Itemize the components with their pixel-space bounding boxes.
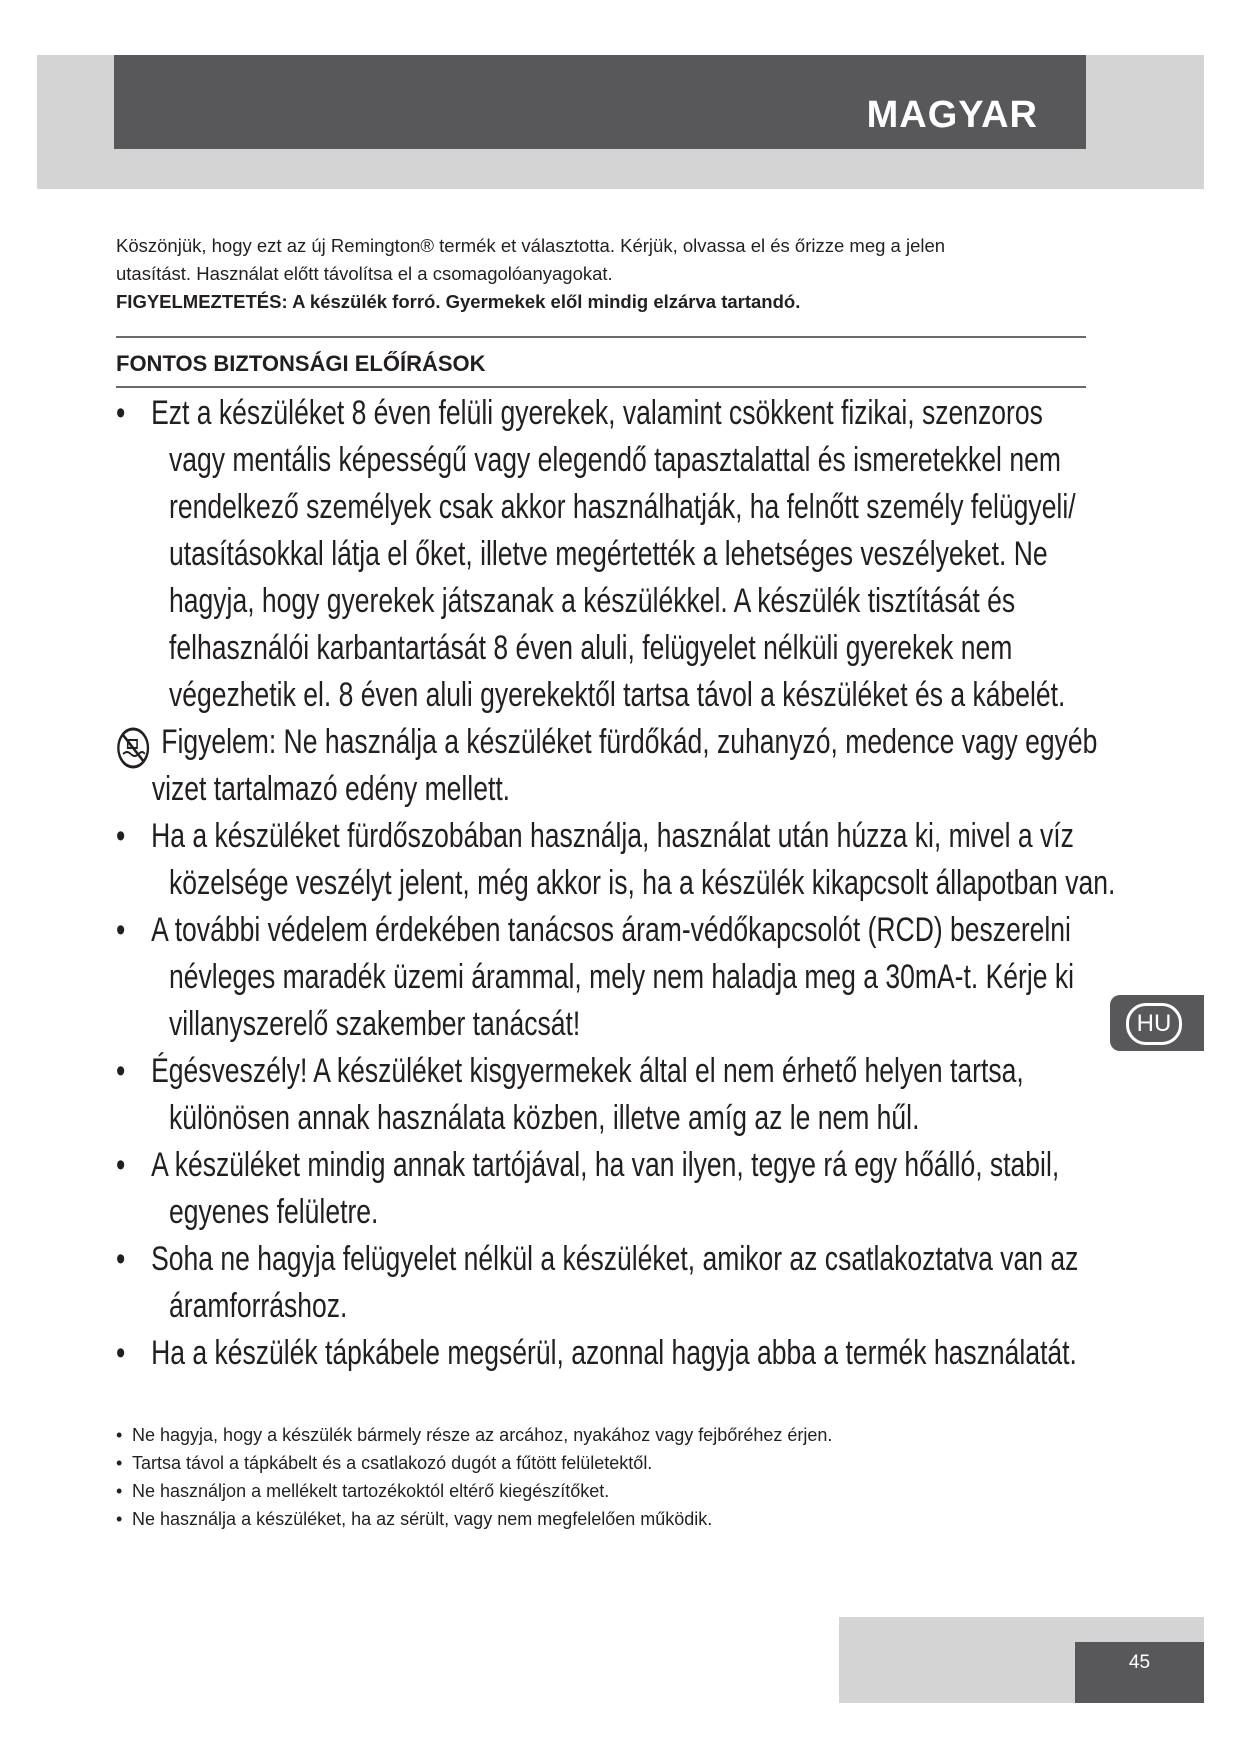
list-item bbox=[116, 813, 1122, 907]
bullet: • bbox=[116, 1052, 126, 1090]
list-item-text: Ne használjon a mellékelt tartozékoktól eltérő kiegészítőket. bbox=[132, 1481, 610, 1501]
bullet: • bbox=[116, 394, 126, 432]
list-item-first-line: A további védelem érdekében tanácsos áram-védőkapcsolót (RCD) beszerelni bbox=[151, 911, 1071, 949]
list-item bbox=[116, 1236, 1122, 1330]
bullet: • bbox=[116, 1509, 123, 1529]
list-item-continued: névleges maradék üzemi árammal, mely nem haladja meg a 30mA-t. Kérje ki villanyszerelő szakember tanácsát! bbox=[169, 958, 1075, 1043]
list-item-text: Ne használja a készüléket, ha az sérült, vagy nem megfelelően működik. bbox=[132, 1509, 713, 1529]
bullet: • bbox=[116, 1146, 126, 1184]
list-item-continued: vagy mentális képességű vagy elegendő tapasztalattal és ismeretekkel nem rendelkező személyek csak akkor használhatják, ha felnőtt személy felügyeli/ utasításokkal látja el őket, illetve megértették a lehetséges veszélyeket. Ne hagyja, hogy gyerekek játszanak a készülékkel. A készülék tisztítását és felhasználói karbantartását 8 éven aluli, felügyelet nélküli gyerekek nem végezhetik el. 8 éven aluli gyerekektől tartsa távol a készüléket és a kábelét. bbox=[169, 441, 1076, 714]
list-item-first-line: Égésveszély! A készüléket kisgyermekek által el nem érhető helyen tartsa, bbox=[151, 1052, 1024, 1090]
list-item-first-line: Ha a készüléket fürdőszobában használja, használat után húzza ki, mivel a víz bbox=[151, 817, 1074, 855]
no-water-icon bbox=[116, 726, 150, 770]
bottom-rule bbox=[116, 386, 1086, 388]
list-item-continued: áramforráshoz. bbox=[169, 1287, 348, 1325]
list-item-text: Tartsa távol a tápkábelt és a csatlakozó dugót a fűtött felületektől. bbox=[132, 1453, 653, 1473]
list-item-first-line: A készüléket mindig annak tartójával, ha van ilyen, tegye rá egy hőálló, stabil, bbox=[151, 1146, 1060, 1184]
intro bbox=[116, 232, 1076, 316]
list-item bbox=[116, 907, 1122, 1048]
water-warning bbox=[116, 719, 1122, 813]
list-item bbox=[116, 1330, 1122, 1377]
footer-bar bbox=[1075, 1642, 1204, 1703]
top-rule bbox=[116, 336, 1086, 338]
list-item-first-line: Ezt a készüléket 8 éven felüli gyerekek, valamint csökkent fizikai, szenzoros bbox=[151, 394, 1043, 432]
list-item bbox=[116, 1421, 1076, 1449]
language-tab bbox=[1110, 995, 1204, 1051]
list-item-continued: különösen annak használata közben, illetve amíg az le nem hűl. bbox=[169, 1099, 920, 1137]
bullet: • bbox=[116, 817, 126, 855]
list-item bbox=[116, 1477, 1076, 1505]
list-item-continued: közelsége veszélyt jelent, még akkor is, ha a készülék kikapcsolt állapotban van. bbox=[169, 864, 1116, 902]
list-item bbox=[116, 1048, 1122, 1142]
bullet: • bbox=[116, 1240, 126, 1278]
list-item bbox=[116, 1142, 1122, 1236]
bullet: • bbox=[116, 1481, 123, 1501]
bullet: • bbox=[116, 1425, 123, 1445]
intro-line-1: Köszönjük, hogy ezt az új Remington® termék et választotta. Kérjük, olvassa el és őrizze meg a jelen bbox=[116, 235, 946, 256]
safety-section-header bbox=[116, 336, 1086, 388]
bullet: • bbox=[116, 1453, 123, 1473]
warning-continued: vizet tartalmazó edény mellett. bbox=[151, 770, 511, 808]
list-item-continued: egyenes felületre. bbox=[169, 1193, 379, 1231]
bullet: • bbox=[116, 911, 126, 949]
small-safety-list bbox=[116, 1421, 1076, 1533]
safety-list bbox=[116, 390, 1122, 1377]
warning-first-line: Figyelem: Ne használja a készüléket fürdőkád, zuhanyzó, medence vagy egyéb bbox=[161, 723, 1098, 761]
bullet: • bbox=[116, 1334, 126, 1372]
intro-line-2: utasítást. Használat előtt távolítsa el a csomagolóanyagokat. bbox=[116, 263, 613, 284]
page-title: MAGYAR bbox=[866, 94, 1038, 136]
list-item bbox=[116, 1505, 1076, 1533]
warning-text: FIGYELMEZTETÉS: A készülék forró. Gyermekek elől mindig elzárva tartandó. bbox=[116, 291, 801, 312]
list-item-first-line: Ha a készülék tápkábele megsérül, azonnal hagyja abba a termék használatát. bbox=[151, 1334, 1077, 1372]
list-item-first-line: Soha ne hagyja felügyelet nélkül a készüléket, amikor az csatlakoztatva van az bbox=[151, 1240, 1079, 1278]
section-title: FONTOS BIZTONSÁGI ELŐÍRÁSOK bbox=[116, 351, 486, 376]
language-badge: HU bbox=[1126, 1003, 1182, 1045]
header-bar bbox=[114, 55, 1086, 149]
list-item bbox=[116, 390, 1122, 719]
page-number: 45 bbox=[1128, 1652, 1151, 1673]
list-item bbox=[116, 1449, 1076, 1477]
list-item-text: Ne hagyja, hogy a készülék bármely része az arcához, nyakához vagy fejbőréhez érjen. bbox=[132, 1425, 833, 1445]
